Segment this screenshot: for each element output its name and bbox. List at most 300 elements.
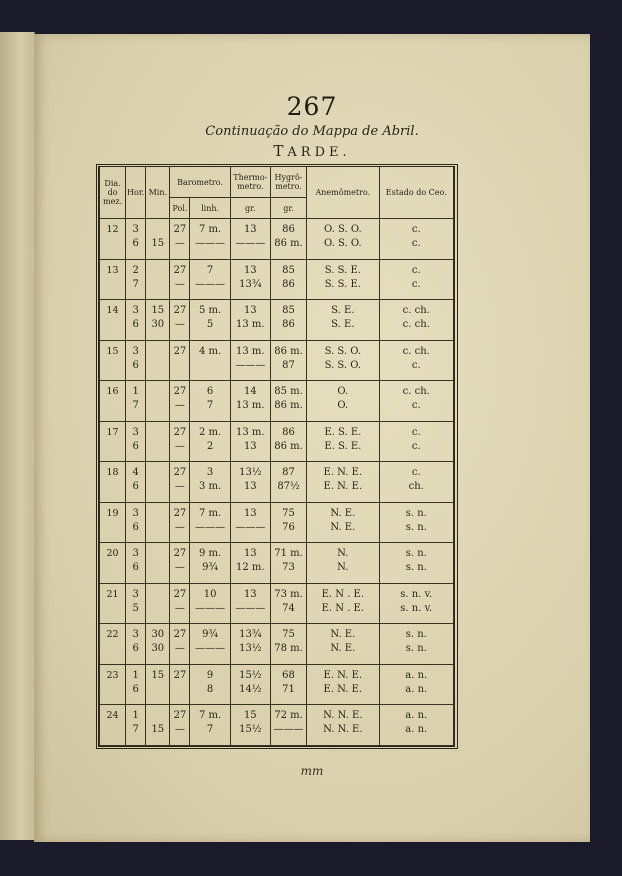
cell-pol-line: — [174, 238, 185, 249]
cell-hygro [270, 583, 306, 624]
weather-table-frame [96, 164, 458, 749]
cell-thermo [230, 624, 270, 665]
cell-min-line [146, 547, 169, 561]
cell-min-line [146, 561, 169, 575]
cell-linh-line: 3 [206, 467, 214, 478]
cell-thermo [230, 340, 270, 381]
cell-linh-line: 9¾ [202, 562, 219, 573]
cell-wind [307, 381, 379, 422]
cell-pol-line [170, 683, 189, 697]
cell-wind [307, 462, 379, 503]
cell-hour-line: 3 [132, 548, 139, 559]
cell-min-line [146, 507, 169, 521]
table-row [100, 219, 454, 260]
cell-min [146, 381, 170, 422]
cell-thermo [230, 543, 270, 584]
cell-hygro [270, 502, 306, 543]
cell-hygro-line: 86 m. [274, 440, 303, 452]
cell-wind-line: O. S. O. [324, 238, 362, 249]
cell-thermo-line: 15 [243, 710, 257, 721]
cell-day-text: 24 [106, 710, 119, 721]
cell-pol-line: — [174, 440, 185, 452]
cell-day [100, 300, 126, 341]
cell-wind-line: N. E. [330, 629, 356, 640]
section-title [34, 142, 590, 160]
cell-wind-line: E. S. E. [324, 440, 362, 452]
cell-hygro [270, 259, 306, 300]
cell-hour-line: 1 [132, 669, 139, 681]
cell-pol-line: — [174, 602, 185, 614]
cell-sky [379, 300, 453, 341]
cell-hour [126, 664, 146, 705]
cell-wind [307, 340, 379, 381]
header-day: Dia. do mez. [100, 167, 126, 219]
cell-hygro [270, 219, 306, 260]
cell-wind-line: S. S. O. [324, 359, 362, 371]
cell-pol-line: — [174, 319, 185, 330]
cell-day [100, 502, 126, 543]
cell-min [146, 259, 170, 300]
cell-wind-line: E. N. E. [323, 683, 363, 695]
cell-hour [126, 340, 146, 381]
cell-linh [190, 340, 230, 381]
cell-hygro-line: 85 m. [274, 386, 303, 397]
cell-thermo [230, 421, 270, 462]
cell-linh-line: 9 [206, 669, 214, 681]
cell-wind-line: S. S. E. [324, 278, 361, 290]
cell-pol-line: 27 [173, 345, 187, 357]
cell-linh-line: ——— [195, 278, 226, 290]
cell-sky-line: a. n. [405, 669, 428, 681]
cell-thermo-line: 15½ [239, 724, 262, 735]
cell-day-text: 12 [106, 224, 119, 235]
cell-wind-line: E. N. E. [323, 481, 363, 492]
cell-hygro [270, 381, 306, 422]
cell-day-text: 16 [106, 386, 119, 397]
cell-hour-line: 3 [132, 629, 139, 640]
cell-hygro-line: 68 [282, 669, 295, 681]
cell-day-text: 19 [106, 507, 119, 519]
cell-thermo-line: ——— [235, 602, 266, 614]
cell-thermo-line: 13 [243, 264, 257, 276]
cell-sky [379, 219, 453, 260]
cell-linh [190, 219, 230, 260]
cell-linh-line: 7 [206, 264, 214, 276]
cell-linh [190, 259, 230, 300]
table-row [100, 583, 454, 624]
cell-min-line [146, 264, 169, 278]
cell-thermo [230, 300, 270, 341]
page-subtitle: Continuação do Mappa de Abril. [205, 124, 419, 139]
cell-hygro-line: 87½ [277, 481, 300, 492]
cell-hygro [270, 421, 306, 462]
cell-sky-line: s. n. v. [400, 602, 433, 614]
section-title-rest: ARDE. [287, 145, 351, 160]
cell-thermo [230, 583, 270, 624]
cell-hygro [270, 340, 306, 381]
cell-min-line [146, 385, 169, 399]
cell-wind-line: O. S. O. [324, 224, 362, 235]
cell-hygro-line: 73 m. [274, 588, 303, 600]
cell-sky-line: s. n. v. [400, 588, 433, 600]
cell-thermo-line: 13 m. [236, 345, 265, 357]
cell-linh-line: ——— [195, 602, 226, 614]
cell-pol-line: — [174, 724, 185, 735]
cell-thermo-line: 14 [243, 386, 257, 397]
cell-thermo-line: 13 [243, 507, 257, 519]
cell-day-text: 15 [106, 345, 119, 357]
cell-sky [379, 340, 453, 381]
cell-hour-line: 6 [132, 683, 139, 695]
table-row [100, 421, 454, 462]
cell-wind-line: S. S. E. [324, 264, 361, 276]
cell-thermo [230, 705, 270, 746]
cell-sky-line: s. n. [405, 548, 427, 559]
cell-hour [126, 259, 146, 300]
cell-hygro-line: 75 [282, 507, 295, 519]
section-title-cap: T [273, 142, 288, 160]
cell-min-line [146, 223, 169, 237]
table-row [100, 300, 454, 341]
cell-sky [379, 624, 453, 665]
cell-linh-line: ——— [195, 521, 226, 533]
cell-pol [170, 219, 190, 260]
cell-min [146, 219, 170, 260]
cell-wind-line: N. E. [330, 643, 356, 654]
cell-min [146, 462, 170, 503]
cell-hour-line: 1 [132, 710, 139, 721]
cell-day [100, 421, 126, 462]
page-number: 267 [286, 92, 338, 121]
cell-thermo-line: 13 [243, 440, 257, 452]
cell-wind [307, 664, 379, 705]
cell-sky-line: s. n. [405, 507, 427, 519]
cell-day [100, 664, 126, 705]
cell-hour-line: 7 [132, 278, 139, 290]
cell-hygro-line: 86 m. [274, 238, 303, 249]
cell-hour-line: 6 [132, 440, 139, 452]
cell-min-line [146, 602, 169, 616]
cell-linh-line: 2 [206, 440, 214, 452]
cell-day [100, 462, 126, 503]
cell-min-line: 15 [151, 305, 165, 316]
cell-sky [379, 543, 453, 584]
cell-hygro-line: 86 [282, 319, 295, 330]
cell-hygro [270, 624, 306, 665]
cell-pol-line: 27 [173, 710, 187, 721]
cell-pol-line: — [174, 481, 185, 492]
cell-thermo-line: ——— [235, 521, 266, 533]
cell-sky-line: a. n. [405, 710, 428, 721]
cell-sky-line: c. [411, 278, 421, 290]
cell-thermo-line: 14½ [239, 683, 262, 695]
cell-linh [190, 381, 230, 422]
cell-hour [126, 624, 146, 665]
cell-sky-line: c. [411, 440, 421, 452]
cell-thermo-line: 13 [243, 548, 257, 559]
cell-linh-line: 7 m. [198, 507, 222, 519]
book-page [34, 34, 590, 842]
cell-min-line: 15 [151, 238, 165, 249]
cell-min [146, 300, 170, 341]
cell-hour-line: 5 [132, 602, 139, 614]
cell-thermo-line: ——— [235, 359, 266, 371]
cell-wind-line: S. E. [331, 319, 355, 330]
cell-pol [170, 502, 190, 543]
cell-min-line [146, 709, 169, 723]
cell-hour-line: 6 [132, 238, 139, 249]
cell-min [146, 543, 170, 584]
cell-pol [170, 543, 190, 584]
cell-wind [307, 543, 379, 584]
cell-wind-line: N. E. [330, 521, 356, 533]
cell-wind-line: E. N. E. [323, 467, 363, 478]
cell-min-line [146, 466, 169, 480]
cell-thermo-line: 13¾ [239, 629, 262, 640]
cell-wind [307, 624, 379, 665]
cell-wind-line: N. [337, 548, 349, 559]
cell-hygro-line: 87 [282, 359, 295, 371]
cell-day-text: 20 [106, 548, 119, 559]
cell-sky-line: c. [411, 238, 421, 249]
cell-pol-line: — [174, 521, 185, 533]
cell-pol [170, 583, 190, 624]
cell-sky-line: ch. [408, 481, 424, 492]
cell-thermo-line: 13 m. [236, 400, 265, 411]
cell-pol [170, 340, 190, 381]
cell-hour-line: 7 [132, 400, 139, 411]
cell-hygro-line: 74 [282, 602, 295, 614]
cell-min-line [146, 426, 169, 440]
cell-linh-line: 7 [206, 400, 214, 411]
cell-thermo [230, 664, 270, 705]
cell-hygro-line: 86 [282, 224, 295, 235]
cell-sky-line: c. [411, 264, 421, 276]
cell-thermo-line: 13½ [239, 643, 262, 654]
cell-day [100, 381, 126, 422]
cell-hour-line: 3 [132, 345, 139, 357]
cell-sky-line: a. n. [405, 724, 428, 735]
cell-sky-line: s. n. [405, 521, 427, 533]
cell-thermo-line: 15½ [239, 669, 262, 681]
cell-pol-line: — [174, 643, 185, 654]
cell-min [146, 705, 170, 746]
cell-sky-line: c. ch. [402, 386, 430, 397]
cell-hour [126, 583, 146, 624]
cell-sky [379, 583, 453, 624]
cell-thermo-line: 12 m. [236, 562, 265, 573]
cell-sky-line: s. n. [405, 562, 427, 573]
cell-linh-line: 10 [203, 588, 217, 600]
cell-min-line: 30 [151, 629, 165, 640]
table-row [100, 664, 454, 705]
table-row [100, 381, 454, 422]
cell-hour [126, 381, 146, 422]
cell-min-line: 15 [151, 669, 165, 681]
cell-thermo [230, 259, 270, 300]
cell-wind-line: N. [337, 562, 349, 573]
cell-thermo-line: 13 [243, 588, 257, 600]
cell-wind [307, 300, 379, 341]
cell-linh [190, 705, 230, 746]
cell-wind-line: E. N . E. [321, 588, 365, 600]
cell-min-line: 30 [151, 643, 165, 654]
cell-wind-line: N. N. E. [323, 724, 363, 735]
cell-hour [126, 543, 146, 584]
cell-hygro [270, 705, 306, 746]
cell-hygro-line: 75 [282, 629, 295, 640]
cell-hygro-line: 73 [282, 562, 295, 573]
cell-hour-line: 6 [132, 359, 139, 371]
header-thermometer: Thermo-metro. [230, 167, 270, 198]
cell-sky [379, 421, 453, 462]
cell-wind-line: S. E. [331, 305, 355, 316]
cell-pol [170, 381, 190, 422]
cell-pol-line: 27 [173, 426, 187, 438]
cell-hygro-line: 86 [282, 278, 295, 290]
left-page-edge [0, 32, 35, 840]
cell-hygro-line: 85 [282, 305, 295, 316]
cell-hour-line: 3 [132, 507, 139, 519]
cell-linh-line: 7 [206, 724, 214, 735]
cell-day-text: 21 [106, 588, 119, 600]
header-barometer: Barometro. [170, 167, 230, 198]
cell-hygro-line: 86 m. [274, 400, 303, 411]
cell-sky [379, 502, 453, 543]
cell-pol-line: — [174, 278, 185, 290]
table-row [100, 340, 454, 381]
cell-hour-line: 3 [132, 305, 139, 316]
cell-linh-line: 4 m. [198, 345, 222, 357]
cell-pol-line [170, 359, 189, 373]
cell-linh [190, 624, 230, 665]
cell-sky-line: c. [411, 400, 421, 411]
cell-hour-line: 6 [132, 643, 139, 654]
cell-hygro [270, 664, 306, 705]
cell-thermo [230, 381, 270, 422]
cell-hour [126, 219, 146, 260]
weather-table [99, 167, 454, 746]
cell-hygro-line: ——— [273, 724, 304, 735]
table-row [100, 624, 454, 665]
cell-min [146, 664, 170, 705]
cell-pol-line: 27 [173, 669, 187, 681]
cell-sky-line: c. [411, 224, 421, 235]
cell-sky [379, 259, 453, 300]
cell-sky-line: c. ch. [402, 305, 430, 316]
cell-hygro [270, 462, 306, 503]
header-hour: Hor. [126, 167, 146, 219]
cell-hygro [270, 543, 306, 584]
cell-min [146, 624, 170, 665]
cell-sky [379, 705, 453, 746]
cell-wind [307, 502, 379, 543]
cell-sky-line: a. n. [405, 683, 428, 695]
cell-min-line [146, 278, 169, 292]
cell-pol-line: 27 [173, 588, 187, 600]
cell-min-line [146, 345, 169, 359]
cell-thermo-line: 13¾ [239, 278, 262, 290]
header-anemometer: Anemômetro. [307, 167, 379, 219]
cell-hygro-line: 86 m. [274, 345, 303, 357]
cell-min-line [146, 440, 169, 454]
cell-hour-line: 1 [132, 386, 139, 397]
cell-thermo-line: 13 [243, 224, 257, 235]
cell-linh [190, 664, 230, 705]
cell-linh [190, 462, 230, 503]
cell-linh-line: 9¾ [202, 629, 219, 640]
cell-hour [126, 300, 146, 341]
cell-hour-line: 2 [132, 264, 139, 276]
cell-sky [379, 462, 453, 503]
cell-hour [126, 705, 146, 746]
table-row [100, 543, 454, 584]
cell-hygro-line: 87 [282, 467, 295, 478]
cell-pol [170, 421, 190, 462]
cell-pol [170, 462, 190, 503]
cell-pol [170, 300, 190, 341]
header-thermometer-unit: gr. [230, 198, 270, 219]
cell-day [100, 340, 126, 381]
cell-thermo-line: 13 m. [236, 426, 265, 438]
cell-day-text: 22 [106, 629, 119, 640]
cell-pol-line: 27 [173, 548, 187, 559]
cell-hour [126, 502, 146, 543]
header-barometer-pol: Pol. [170, 198, 190, 219]
cell-sky [379, 381, 453, 422]
cell-sky-line: c. ch. [402, 319, 430, 330]
cell-wind [307, 259, 379, 300]
cell-pol-line: 27 [173, 629, 187, 640]
cell-sky-line: c. [411, 359, 421, 371]
cell-pol-line: 27 [173, 264, 187, 276]
cell-wind-line: E. S. E. [324, 426, 362, 438]
cell-sky-line: c. ch. [402, 345, 430, 357]
cell-hour-line: 6 [132, 481, 139, 492]
cell-min [146, 502, 170, 543]
cell-day [100, 219, 126, 260]
cell-pol-line: — [174, 562, 185, 573]
cell-linh [190, 502, 230, 543]
cell-day [100, 624, 126, 665]
cell-linh-line: 7 m. [198, 224, 222, 235]
cell-thermo-line: ——— [235, 238, 266, 249]
header-hygrometer-unit: gr. [270, 198, 306, 219]
cell-pol-line: 27 [173, 224, 187, 235]
cell-linh [190, 300, 230, 341]
cell-wind-line: N. E. [330, 507, 356, 519]
signature-mark: mm [300, 764, 324, 778]
cell-linh-line: 5 [206, 319, 214, 330]
table-row [100, 705, 454, 746]
cell-wind-line: E. N. E. [323, 669, 363, 681]
cell-thermo [230, 502, 270, 543]
cell-linh [190, 543, 230, 584]
cell-hygro-line: 86 [282, 426, 295, 438]
cell-sky [379, 664, 453, 705]
cell-linh-line: 5 m. [198, 305, 222, 316]
cell-pol-line: 27 [173, 305, 187, 316]
cell-min-line [146, 683, 169, 697]
cell-wind-line: S. S. O. [324, 345, 362, 357]
cell-min-line: 30 [151, 319, 165, 330]
cell-thermo-line: 13 [243, 305, 257, 316]
cell-day [100, 259, 126, 300]
cell-wind-line: N. N. E. [323, 710, 363, 721]
cell-pol [170, 664, 190, 705]
cell-pol [170, 624, 190, 665]
header-sky: Estado do Ceo. [379, 167, 453, 219]
